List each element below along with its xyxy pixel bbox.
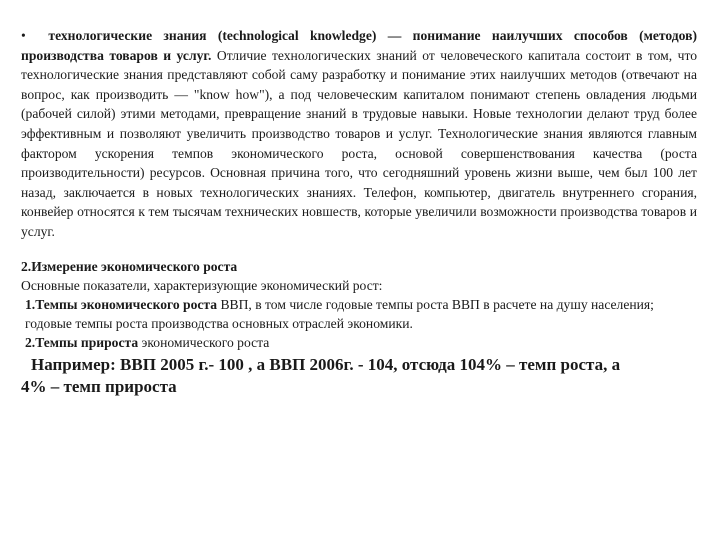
indicator-item-1: [21, 295, 697, 333]
example-line-2: 4% – темп прироста: [21, 376, 177, 396]
section-heading: 2.Измерение экономического роста: [21, 258, 238, 274]
indicator-item-1-text: ВВП, в том числе годовые темпы роста ВВП в расчете на душу населения; годовые темпы роста производства основных отраслей экономики.: [25, 296, 654, 331]
example-line-1: ВВП 2005 г.- 100 , а ВВП 2006г. - 104, отсюда 104% – темп роста, а: [115, 354, 621, 374]
paragraph-technological-knowledge: [21, 26, 697, 242]
example-block: [21, 354, 697, 398]
example-label: Например:: [31, 354, 116, 374]
indicator-item-1-title: 1.Темпы экономического роста: [25, 296, 218, 312]
paragraph-body: Отличие технологических знаний от человеческого капитала состоит в том, что технологические знания представляют собой саму разработку и понимание этих наилучших методов (отвечают на вопрос, как производить — "know how"), а под человеческим капиталом понимают степень овладения людьми (рабочей силой) этими методами, превращение знаний в трудовые навыки. Новые технологии делают труд более эффективным и позволяют увеличить производство товаров и услуг. Технологические знания являются главным фактором ускорения темпов экономического роста, основой совершенствования качества (роста производительности) ресурсов. Основная причина того, что сегодняшний уровень жизни выше, чем был 100 лет назад, заключается в новых технологических знаниях. Телефон, компьютер, двигатель внутреннего сгорания, конвейер относятся к тем тысячам технических новшеств, которые увеличили возможности производства товаров и услуг.: [21, 47, 698, 239]
indicator-item-2-title: 2.Темпы прироста: [25, 334, 139, 350]
indicators-intro: Основные показатели, характеризующие экономический рост:: [21, 277, 383, 293]
bullet: •: [21, 28, 26, 43]
definition-bold: технологические знания (technological knowledge) — понимание наилучших способов (методов) производства товаров и услуг.: [21, 28, 697, 63]
indicator-item-2-text: экономического роста: [138, 334, 270, 350]
document-page: [21, 26, 697, 398]
indicator-item-2: [21, 333, 697, 352]
